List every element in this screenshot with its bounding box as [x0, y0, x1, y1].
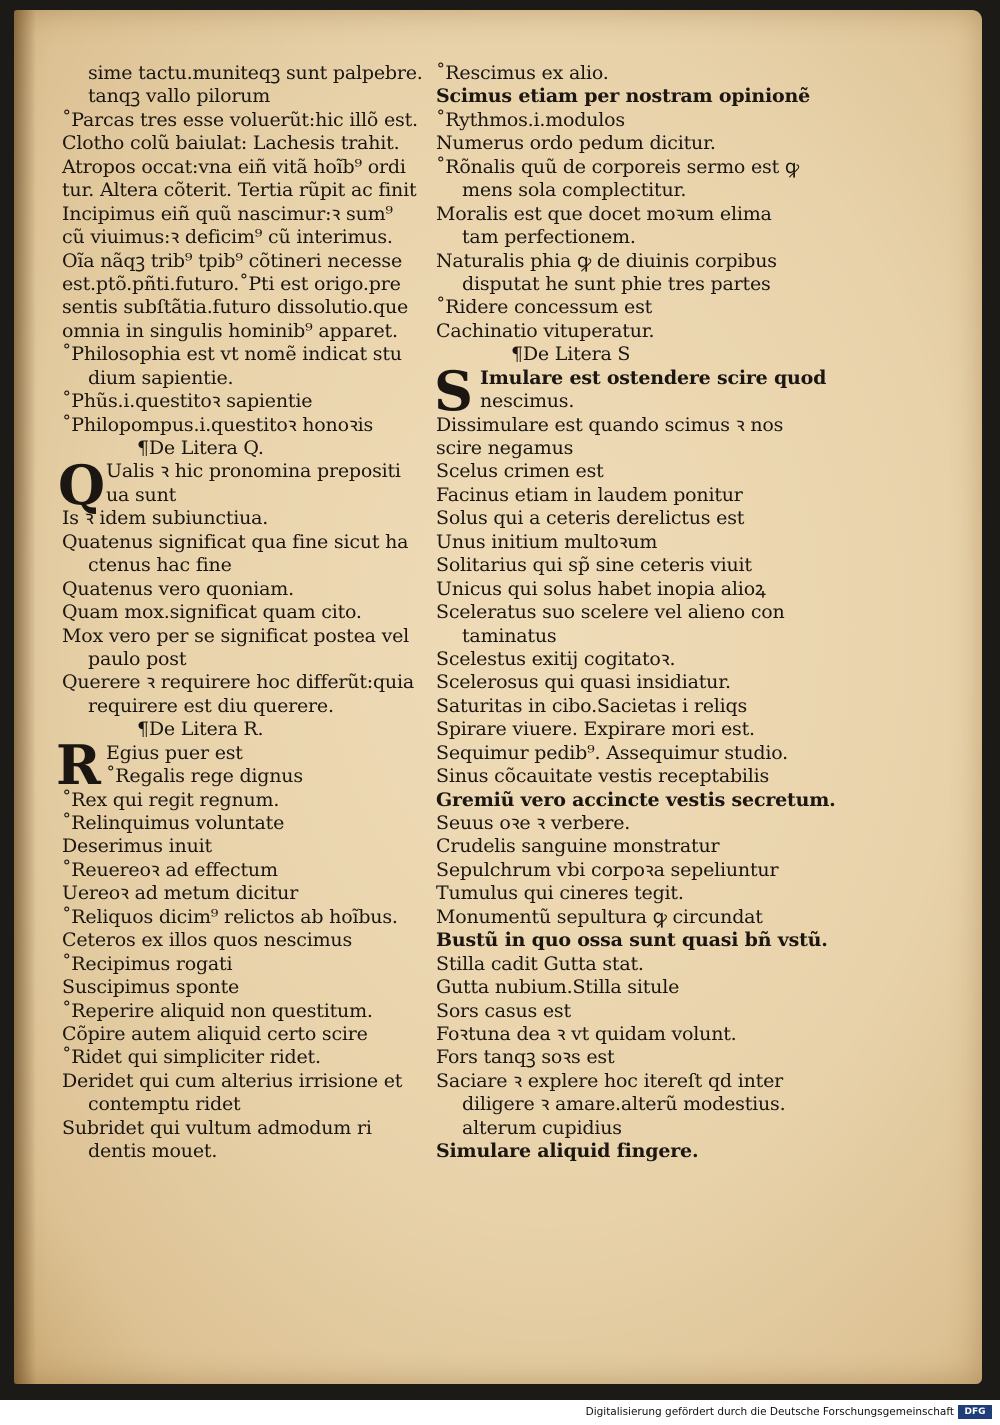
- text-column-left: [56, 62, 442, 1164]
- text-line: contemptu ridet: [88, 1093, 241, 1116]
- text-line: Imulare est ostendere scire quod: [480, 366, 827, 389]
- page-gutter-shadow: [14, 10, 36, 1384]
- text-line: diligere ꝛ amare.alterũ modestius.: [462, 1093, 786, 1116]
- section-heading-q: ¶De Litera Q.: [137, 437, 264, 459]
- text-line: dentis mouet.: [88, 1140, 218, 1163]
- text-line: sentis subſtãtia.futuro dissolutio.que: [62, 296, 409, 319]
- text-line: Saturitas in cibo.Sacietas i reliqs: [436, 694, 748, 717]
- drop-cap-block-s: [434, 358, 827, 423]
- text-line: Sequimur pedib⁹. Assequimur studio.: [436, 741, 788, 764]
- text-line: Fors tanqꝫ soꝛs est: [436, 1046, 615, 1069]
- text-line: Solitarius qui sp̃ sine ceteris viuit: [436, 554, 752, 577]
- text-line: ˚Ridet qui simpliciter ridet.: [62, 1046, 321, 1069]
- text-line: Ceteros ex illos quos nescimus: [62, 929, 353, 952]
- drop-cap-block-r: [56, 732, 442, 797]
- text-line: Monumentũ sepultura ꝙ circundat: [436, 905, 763, 928]
- text-line: tanqꝫ vallo pilorum: [88, 85, 271, 108]
- text-line: ˚Reliquos dicim⁹ relictos ab hoĩbus.: [62, 905, 398, 928]
- text-line: Saciare ꝛ explere hoc itereſt qd inter: [436, 1069, 783, 1092]
- text-line: cũ viuimus:ꝛ deficim⁹ cũ interimus.: [62, 226, 393, 249]
- text-line: Unicus qui solus habet inopia alioꝝ: [436, 577, 766, 600]
- text-line: Tumulus qui cineres tegit.: [436, 882, 684, 905]
- text-line: Uereoꝛ ad metum dicitur: [62, 882, 299, 905]
- text-line: Sors casus est: [436, 999, 571, 1022]
- text-column-right: [434, 62, 836, 1164]
- text-line: alterum cupidius: [462, 1116, 622, 1139]
- text-line: Sceleratus suo scelere vel alieno con: [436, 601, 785, 624]
- text-line: Unus initium multoꝛum: [436, 530, 658, 553]
- text-line: Numerus ordo pedum dicitur.: [436, 132, 716, 155]
- text-line: Scelerosus qui quasi insidiatur.: [436, 671, 731, 694]
- text-line: nescimus.: [480, 390, 575, 413]
- text-line: Facinus etiam in laudem ponitur: [436, 483, 743, 506]
- text-line: Foꝛtuna dea ꝛ vt quidam volunt.: [436, 1022, 737, 1045]
- text-line: Sinus cõcauitate vestis receptabilis: [436, 765, 770, 788]
- text-line: ˚Reuereoꝛ ad effectum: [62, 858, 278, 881]
- text-line: requirere est diu querere.: [88, 694, 334, 717]
- text-line: Suscipimus sponte: [62, 976, 240, 999]
- text-line: Mox vero per se significat postea vel: [62, 624, 410, 647]
- text-line: Subridet qui vultum admodum ri: [62, 1116, 372, 1139]
- text-line: dium sapientie.: [88, 366, 234, 389]
- text-line: Dissimulare est quando scimus ꝛ nos: [436, 413, 784, 436]
- text-line: paulo post: [88, 647, 187, 670]
- text-line: Quatenus significat qua fine sicut ha: [62, 530, 409, 553]
- text-line: mens sola complectitur.: [462, 179, 687, 202]
- text-line: Solus qui a ceteris derelictus est: [436, 507, 745, 530]
- text-line: Is ꝛ idem subiunctiua.: [62, 507, 269, 530]
- text-line: Incipimus eiñ quũ nascimur:ꝛ sum⁹: [62, 202, 393, 225]
- text-line: Cõpire autem aliquid certo scire: [62, 1022, 368, 1045]
- section-heading-s: ¶De Litera S: [511, 343, 631, 366]
- text-line: Sepulchrum vbi corpoꝛa sepeliuntur: [436, 858, 779, 881]
- text-line: ˚Phũs.i.questitoꝛ sapientie: [62, 390, 313, 413]
- text-line: ˚Reperire aliquid non questitum.: [62, 999, 373, 1022]
- text-line: tur. Altera cõterit. Tertia rũpit ac finit: [62, 179, 417, 202]
- text-line: Oĩa nãqꝫ trib⁹ tpib⁹ cõtineri necesse: [62, 249, 402, 272]
- text-line: ˚Regalis rege dignus: [106, 765, 303, 788]
- text-line: Egius puer est: [106, 741, 243, 764]
- text-line: Gutta nubium.Stilla situle: [436, 976, 680, 999]
- text-line: Seuus oꝛe ꝛ verbere.: [436, 812, 631, 834]
- text-line: Scelestus exitij cogitatoꝛ.: [436, 647, 676, 670]
- funding-credit: Digitalisierung gefördert durch die Deutsche Forschungsgemeinschaft: [585, 1406, 954, 1418]
- text-line: scire negamus: [436, 437, 574, 459]
- drop-cap-block-q: [58, 453, 442, 518]
- dfg-logo: DFG: [958, 1405, 992, 1419]
- text-line: Gremiũ vero accincte vestis secretum.: [436, 788, 836, 811]
- text-line: Deserimus inuit: [62, 835, 212, 858]
- text-line: ˚Rõnalis quũ de corporeis sermo est ꝙ: [436, 155, 799, 178]
- text-line: ˚Philosophia est vt nomẽ indicat stu: [62, 343, 402, 366]
- text-line: Scimus etiam per nostram opinionẽ: [436, 85, 811, 108]
- drop-cap-s: S: [434, 358, 473, 423]
- text-line: Moralis est que docet moꝛum elima: [436, 202, 772, 225]
- text-line: Cachinatio vituperatur.: [436, 319, 655, 342]
- text-line: Clotho colũ baiulat: Lachesis trahit.: [62, 132, 400, 155]
- text-line: ˚Relinquimus voluntate: [62, 812, 285, 834]
- text-line: Bustũ in quo ossa sunt quasi bñ vstũ.: [436, 929, 828, 952]
- text-line: ˚Rythmos.i.modulos: [436, 108, 625, 131]
- text-line: Spirare viuere. Expirare mori est.: [436, 718, 755, 741]
- text-line: ˚Rex qui regit regnum.: [62, 788, 280, 811]
- text-line: ctenus hac fine: [88, 554, 232, 577]
- text-line: Stilla cadit Gutta stat.: [436, 952, 644, 975]
- text-line: Ualis ꝛ hic pronomina prepositi: [106, 460, 401, 483]
- text-line: ˚Parcas tres esse voluerũt:hic illõ est.: [62, 108, 418, 131]
- text-line: ˚Rescimus ex alio.: [436, 62, 609, 84]
- text-line: Crudelis sanguine monstratur: [436, 835, 720, 858]
- text-line: Quatenus vero quoniam.: [62, 577, 294, 600]
- text-line: ˚Philopompus.i.questitoꝛ honoꝛis: [62, 413, 374, 436]
- text-line: Simulare aliquid fingere.: [436, 1140, 699, 1163]
- text-line: tam perfectionem.: [462, 226, 636, 249]
- section-heading-r: ¶De Litera R.: [137, 718, 264, 741]
- text-line: disputat he sunt phie tres partes: [462, 272, 771, 295]
- text-line: Querere ꝛ requirere hoc differũt:quia: [62, 671, 414, 694]
- text-line: sime tactu.muniteqꝫ sunt palpebre.: [88, 62, 423, 84]
- text-line: omnia in singulis hominib⁹ apparet.: [62, 319, 398, 342]
- drop-cap-r: R: [56, 732, 101, 797]
- text-line: ˚Recipimus rogati: [62, 952, 233, 975]
- text-line: est.ptõ.pñti.futuro.˚Pti est origo.pre: [62, 272, 401, 295]
- text-line: Naturalis phia ꝙ de diuinis corpibus: [436, 249, 777, 272]
- text-line: ua sunt: [106, 483, 177, 506]
- drop-cap-q: Q: [58, 453, 106, 518]
- text-line: Deridet qui cum alterius irrisione et: [62, 1069, 403, 1092]
- text-line: taminatus: [462, 624, 557, 647]
- text-line: Atropos occat:vna eiñ vitã hoĩb⁹ ordi: [62, 155, 406, 178]
- text-line: Scelus crimen est: [436, 460, 604, 483]
- text-line: Quam mox.significat quam cito.: [62, 601, 362, 624]
- footer-bar: [0, 1400, 1000, 1425]
- text-line: ˚Ridere concessum est: [436, 296, 653, 319]
